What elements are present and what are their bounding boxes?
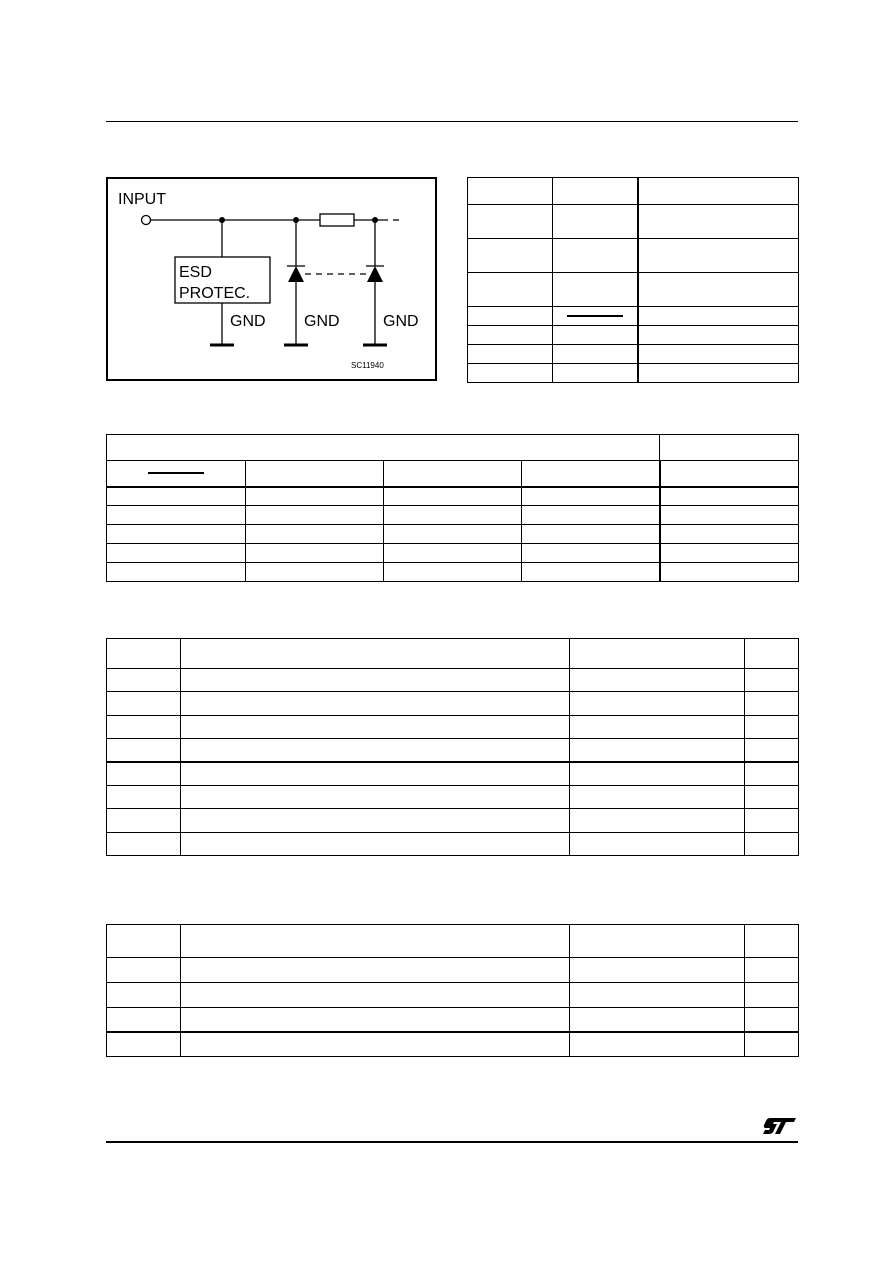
thermal-data-table [106,924,799,1057]
table-row [468,326,799,345]
table-row [468,178,799,205]
table-row [468,205,799,239]
overline-mark [148,472,204,474]
footer-rule [106,1141,798,1143]
header-rule [106,121,798,122]
table-row [107,639,799,669]
gnd-label-2: GND [304,313,340,330]
table-row [107,461,799,487]
table-row [107,982,799,1007]
order-codes-table [106,434,799,582]
table-row [107,785,799,808]
input-protection-circuit-figure [106,177,437,381]
series-resistor [320,214,354,226]
input-terminal [142,216,151,225]
esd-label-2: PROTEC. [179,285,251,302]
table-row [107,925,799,958]
figure-code: SC11940 [351,361,384,370]
gnd-label-1: GND [230,313,266,330]
table-row [107,544,799,563]
table-row [107,525,799,544]
table-row [107,692,799,715]
table-row [468,239,799,273]
table-row [107,1032,799,1057]
st-logo [762,1116,798,1136]
table-row [468,273,799,307]
st-logo-glyph [763,1118,796,1134]
absolute-maximum-ratings-table [106,638,799,856]
overline-mark [567,315,623,317]
table-row [107,739,799,762]
table-row [107,809,799,832]
pin-description-table [467,177,799,383]
table-row [468,345,799,364]
figure-border [107,178,436,380]
table-row [107,487,799,506]
table-row [468,307,799,326]
gnd-label-3: GND [383,313,419,330]
table-row [107,1007,799,1032]
circuit-schematic [106,177,437,381]
table-row [107,506,799,525]
table-row [107,832,799,855]
table-row [107,958,799,983]
table-row [107,715,799,738]
table-row [107,669,799,692]
table-row [107,435,799,461]
table-row [468,364,799,383]
input-label: INPUT [118,191,166,208]
esd-label: ESD [179,264,212,281]
st-logo-mark [762,1116,798,1136]
table-row [107,762,799,785]
table-row [107,563,799,582]
